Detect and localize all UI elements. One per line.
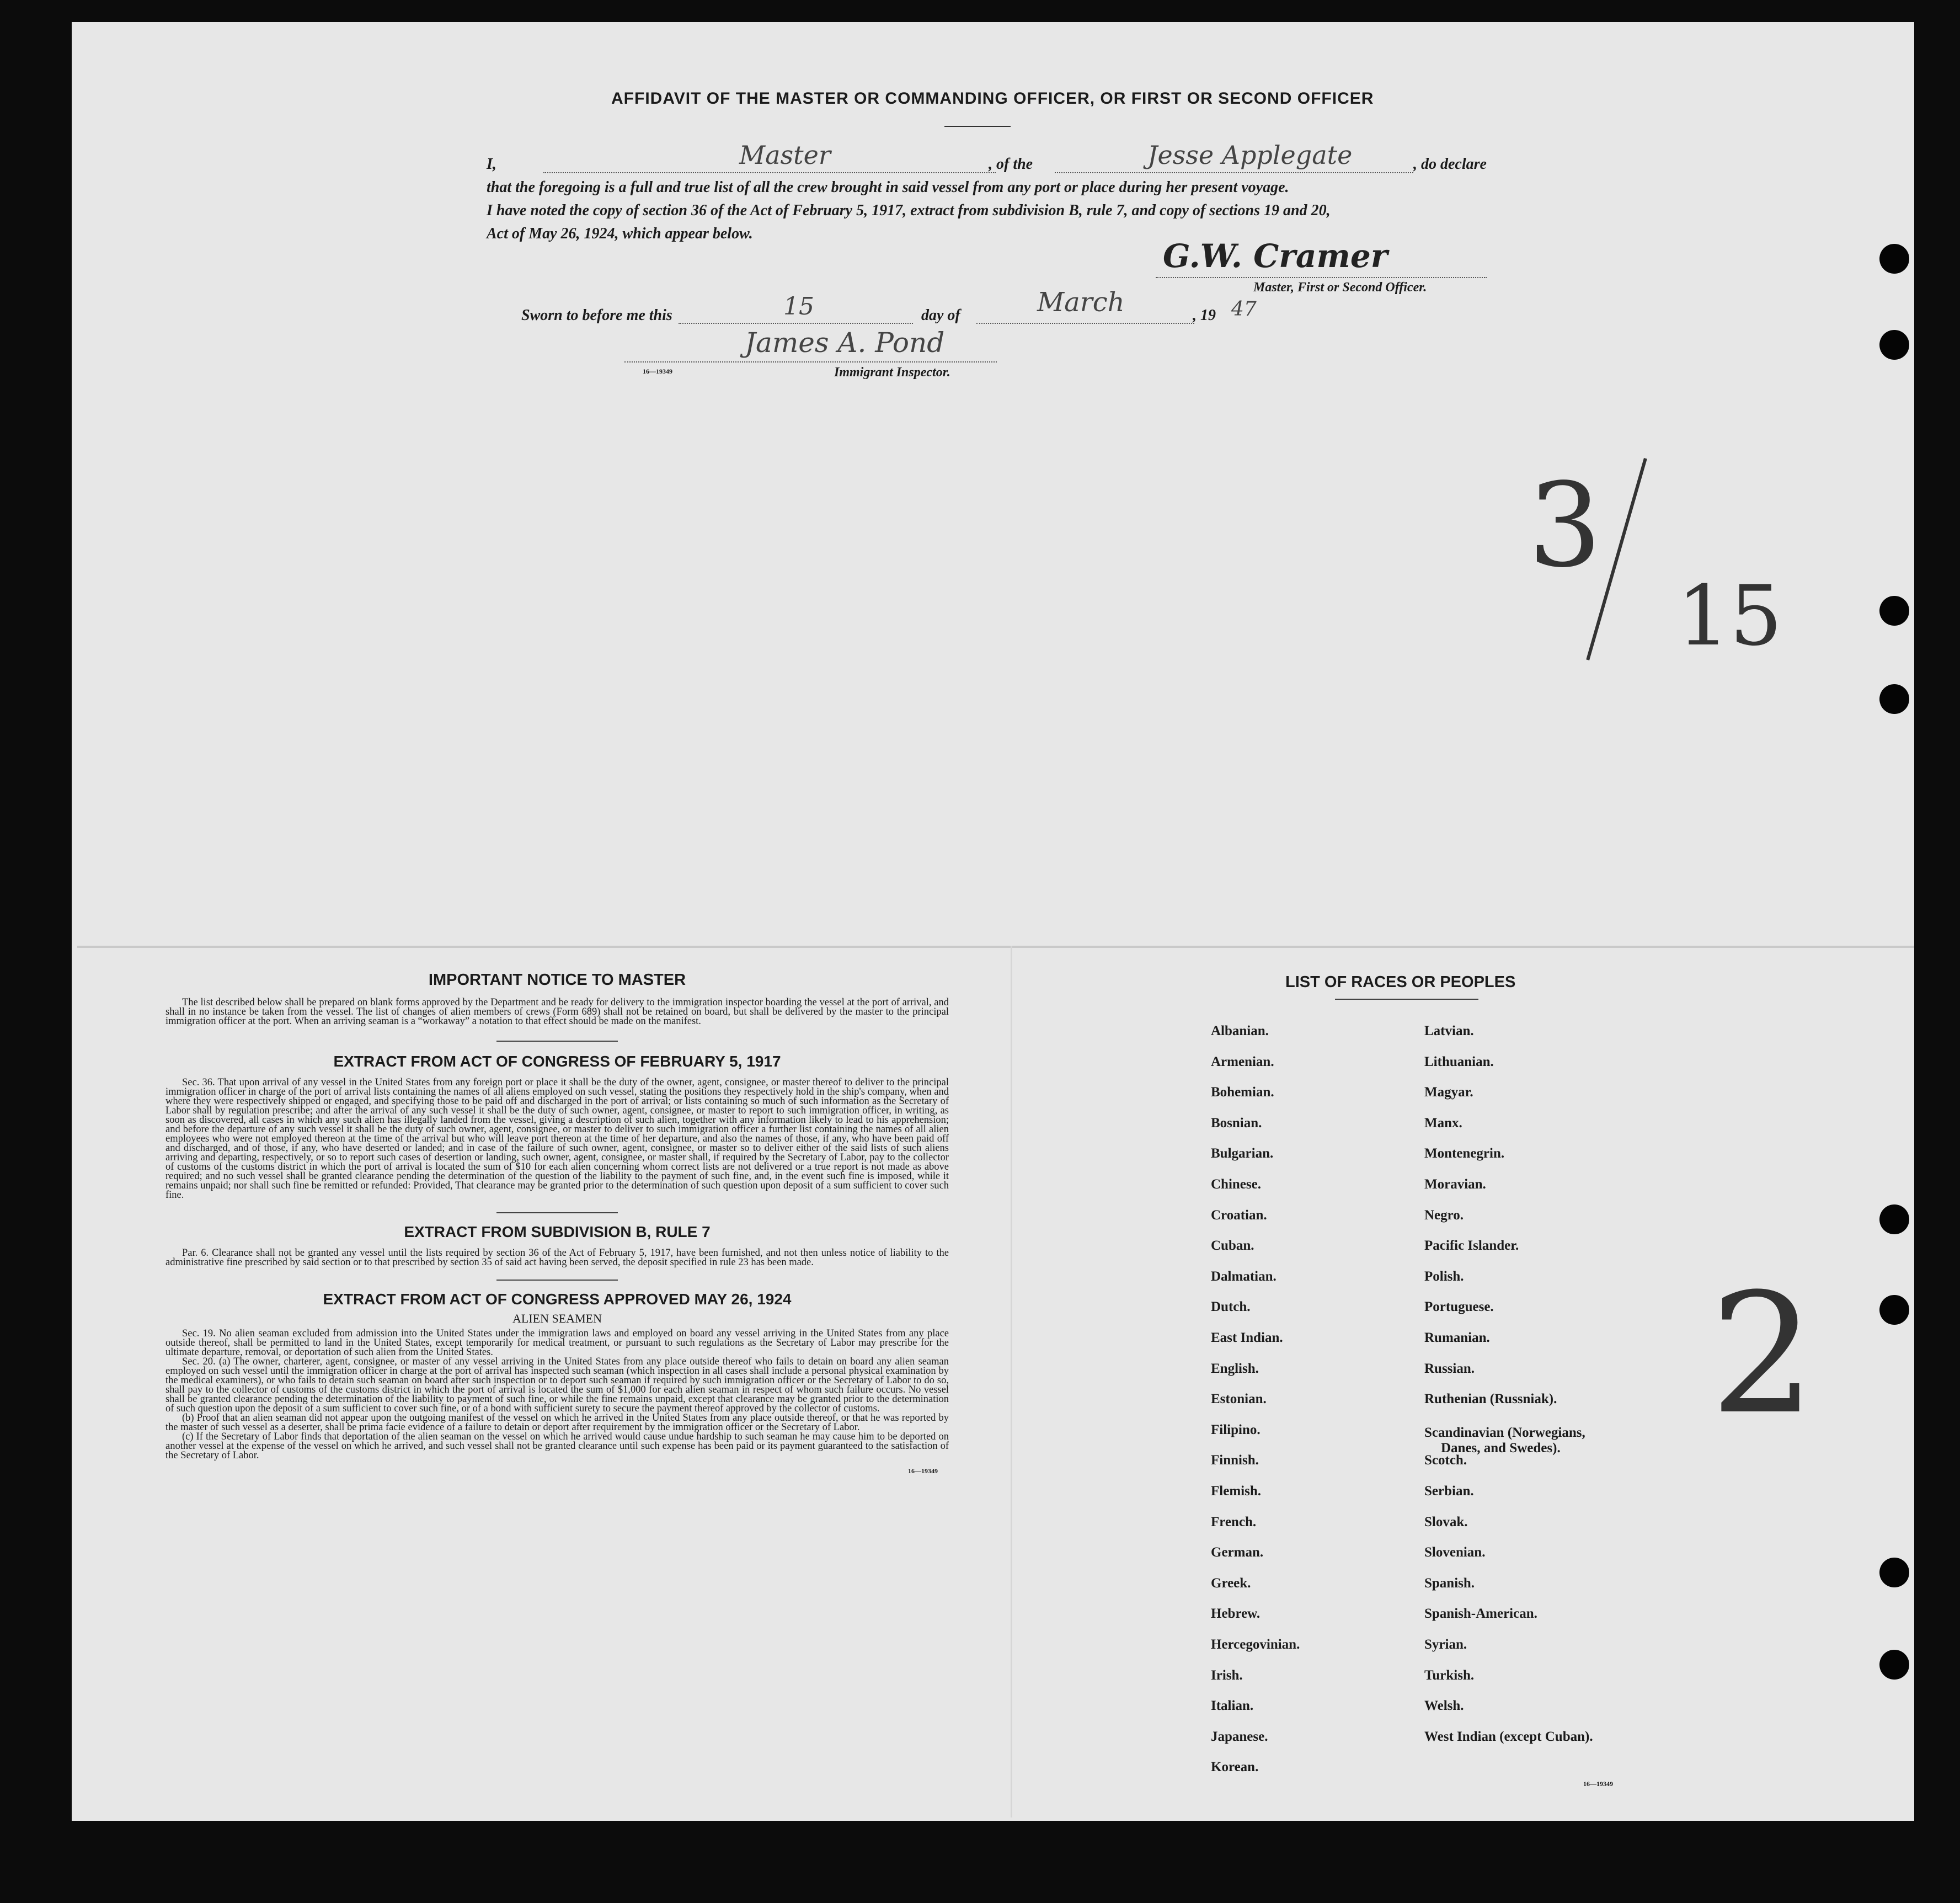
title-rule <box>944 126 1011 127</box>
day-of-label: day of <box>921 307 960 324</box>
race-item: Lithuanian. <box>1424 1054 1494 1069</box>
extract2-paragraph: Par. 6. Clearance shall not be granted any vessel until the lists required by section 36 of the Act of February 5, 1917, have been furnished, and not then unless notice of liability to the administrative fine prescribed by said section or to that prescribed by section 35 of said act having been served, the deposit specified in rule 23 has been made. <box>165 1248 949 1268</box>
race-item: Bosnian. <box>1211 1115 1262 1131</box>
race-item: Scandinavian (Norwegians, <box>1424 1425 1585 1440</box>
race-item: Montenegrin. <box>1424 1146 1505 1161</box>
punch-hole <box>1879 244 1909 274</box>
extract3-subtitle: ALIEN SEAMEN <box>512 1312 602 1325</box>
date-mark-day: 15 <box>1677 568 1782 664</box>
race-item: Irish. <box>1211 1667 1243 1683</box>
race-item: Welsh. <box>1424 1698 1464 1714</box>
race-item: Danes, and Swedes). <box>1441 1440 1561 1456</box>
sworn-label: Sworn to before me this <box>521 307 672 324</box>
extract1-title: EXTRACT FROM ACT OF CONGRESS OF FEBRUARY 5, 1917 <box>333 1053 781 1070</box>
races-rule <box>1335 999 1478 1000</box>
race-item: Slovak. <box>1424 1514 1468 1529</box>
race-item: Negro. <box>1424 1207 1464 1223</box>
year-prefix: , 19 <box>1193 307 1216 324</box>
race-item: Bulgarian. <box>1211 1146 1274 1161</box>
race-item: Hercegovinian. <box>1211 1637 1300 1652</box>
race-item: Flemish. <box>1211 1484 1261 1499</box>
race-item: Portuguese. <box>1424 1299 1494 1315</box>
punch-hole <box>1879 596 1909 626</box>
race-item: Chinese. <box>1211 1177 1261 1192</box>
inspector-signature: James A. Pond <box>745 327 945 359</box>
race-item: Bohemian. <box>1211 1085 1274 1100</box>
race-item: Estonian. <box>1211 1392 1267 1407</box>
race-item: Scotch. <box>1424 1453 1467 1468</box>
race-item: Croatian. <box>1211 1207 1267 1223</box>
notice-column <box>165 971 949 1475</box>
sworn-day-line <box>679 323 913 324</box>
race-item: Pacific Islander. <box>1424 1238 1519 1254</box>
race-item: Latvian. <box>1424 1024 1474 1038</box>
race-item: East Indian. <box>1211 1330 1283 1345</box>
punch-hole <box>1879 1650 1909 1680</box>
affidavit-declare: , do declare <box>1413 156 1487 173</box>
race-item: Manx. <box>1424 1115 1462 1131</box>
extract2-title: EXTRACT FROM SUBDIVISION B, RULE 7 <box>404 1223 711 1240</box>
center-fold-line <box>1011 946 1012 1817</box>
punch-hole <box>1879 1558 1909 1587</box>
inspector-caption: Immigrant Inspector. <box>834 365 950 380</box>
race-item: Italian. <box>1211 1698 1254 1714</box>
punch-hole <box>1879 684 1909 714</box>
race-item: Rumanian. <box>1424 1330 1490 1345</box>
signature-caption: Master, First or Second Officer. <box>1253 280 1427 295</box>
race-item: Magyar. <box>1424 1085 1473 1100</box>
page-number-mark: 2 <box>1710 1258 1815 1451</box>
affidavit-title: AFFIDAVIT OF THE MASTER OR COMMANDING OFFICER, OR FIRST OR SECOND OFFICER <box>611 89 1374 108</box>
sworn-month-handwriting: March <box>1037 287 1125 318</box>
race-item: French. <box>1211 1514 1257 1529</box>
document-page <box>72 22 1914 1821</box>
section-rule <box>496 1280 618 1281</box>
section-rule <box>496 1212 618 1213</box>
fold-line <box>77 946 1914 948</box>
affidavit-of-the: , of the <box>989 156 1033 173</box>
race-item: English. <box>1211 1361 1259 1376</box>
extract1-body <box>165 1078 949 1200</box>
race-item: Greek. <box>1211 1575 1251 1591</box>
extract3-paragraph: (b) Proof that an alien seaman did not appear upon the outgoing manifest of the vessel on which he arrived in the United States from any place outside thereof, or that he was reported by the master of such vessel as a deserter, shall be prima facie evidence of a failure to detain or deport after requirement by the immigration officer or the Secretary of Labor. <box>165 1412 949 1433</box>
race-item: Korean. <box>1211 1760 1259 1775</box>
vessel-line <box>1055 172 1413 173</box>
race-item: Turkish. <box>1424 1667 1475 1683</box>
race-item: German. <box>1211 1545 1264 1560</box>
affidavit-line3: I have noted the copy of section 36 of the Act of February 5, 1917, extract from subdivision B, rule 7, and copy of sections 19 and 20, <box>487 202 1331 219</box>
race-item: Slovenian. <box>1424 1545 1486 1560</box>
section-rule <box>496 1041 618 1042</box>
race-item: Dalmatian. <box>1211 1268 1277 1284</box>
race-item: Filipino. <box>1211 1422 1261 1437</box>
race-item: Ruthenian (Russniak). <box>1424 1392 1557 1407</box>
race-item: Russian. <box>1424 1361 1475 1376</box>
extract3-paragraph: (c) If the Secretary of Labor finds that deportation of the alien seaman on the vessel on which he arrived would cause undue hardship to such seaman he may cause him to be deported on another vessel at the expense of the vessel on which he arrived, and such vessel shall not be granted clearance until such expense has been paid or its payment guaranteed to the satisfaction of the Secretary of Labor. <box>165 1431 949 1461</box>
affidavit-i: I, <box>487 156 496 173</box>
extract3-paragraph: Sec. 19. No alien seaman excluded from admission into the United States under the immigration laws and employed on board any vessel arriving in the United States from any place outside thereof, shall be permitted to land in the United States, except temporarily for medical treatment, or pursuant to such regulations as the Secretary of Labor may prescribe for the ultimate departure, removal, or deportation of such alien from the United States. <box>165 1328 949 1358</box>
master-line <box>543 172 996 173</box>
race-item: Japanese. <box>1211 1729 1268 1744</box>
race-item: Moravian. <box>1424 1177 1486 1192</box>
race-item: Polish. <box>1424 1268 1464 1284</box>
master-signature: G.W. Cramer <box>1163 237 1388 275</box>
notice-form-number: 16—19349 <box>908 1467 938 1475</box>
month-line <box>976 323 1194 324</box>
race-item: Spanish-American. <box>1424 1606 1537 1622</box>
signature-line <box>1156 277 1487 278</box>
race-item: Albanian. <box>1211 1024 1269 1038</box>
vessel-handwriting: Jesse Applegate <box>1147 140 1353 170</box>
race-item: Hebrew. <box>1211 1606 1261 1622</box>
extract3-paragraph: Sec. 20. (a) The owner, charterer, agent, consignee, or master of any vessel arriving in the United States from any place outside thereof who fails to detain on board any alien seaman employed on such vessel until the immigration officer in charge at the port of arrival has inspected such seaman (which inspection in all cases shall include a personal physical examination by the medical examiners), or who fails to detain such seaman on board after such inspection or to deport such seaman if required by such immigration officer or the Secretary of Labor to do so, shall pay to the collector of customs of the customs district in which the port of arrival is located the sum of $1,000 for each alien seaman in respect of whom such failure occurs. No vessel shall be granted clearance pending the determination of the liability to payment of such fine, or while the fine remains unpaid, except that clearance may be granted prior to the determination of such question upon the deposit of a sum sufficient to cover such fine, or of a bond with sufficient surety to secure the payment thereof approved by the collector of customs. <box>165 1356 949 1414</box>
race-item: Dutch. <box>1211 1299 1251 1315</box>
race-item: Spanish. <box>1424 1575 1475 1591</box>
affidavit-line2: that the foregoing is a full and true list of all the crew brought in said vessel from any port or place during her present voyage. <box>487 179 1289 196</box>
punch-hole <box>1879 1295 1909 1325</box>
race-item: West Indian (except Cuban). <box>1424 1729 1593 1744</box>
races-title: LIST OF RACES OR PEOPLES <box>1285 973 1516 991</box>
race-item: Serbian. <box>1424 1484 1474 1499</box>
master-handwriting: Master <box>739 140 831 170</box>
punch-hole <box>1879 1204 1909 1234</box>
sworn-day-handwriting: 15 <box>783 292 814 321</box>
punch-hole <box>1879 330 1909 360</box>
race-item: Finnish. <box>1211 1453 1259 1468</box>
extract3-body <box>165 1329 949 1460</box>
year-handwriting: 47 <box>1231 298 1257 321</box>
extract3-title: EXTRACT FROM ACT OF CONGRESS APPROVED MAY 26, 1924 <box>323 1291 792 1308</box>
notice-body <box>165 998 949 1026</box>
notice-paragraph: The list described below shall be prepared on blank forms approved by the Department and be ready for delivery to the immigration inspector boarding the vessel at the port of arrival, and shall in no instance be taken from the vessel. The list of changes of alien members of crews (Form 689) shall not be retained on board, but shall be delivered by the master to the principal immigration officer at the port. When an arriving seaman is a “workaway” a notation to that effect should be made on the manifest. <box>165 997 949 1027</box>
races-form-number: 16—19349 <box>1583 1780 1613 1788</box>
affidavit-line4: Act of May 26, 1924, which appear below. <box>487 225 753 242</box>
notice-title: IMPORTANT NOTICE TO MASTER <box>428 971 686 989</box>
form-number: 16—19349 <box>643 367 672 375</box>
extract1-paragraph: Sec. 36. That upon arrival of any vessel in the United States from any foreign port or place it shall be the duty of the owner, agent, consignee, or master thereof to deliver to the principal immigration officer in charge of the port of arrival lists containing the names of all aliens employed on such vessel, stating the positions they respectively hold in the ship's company, when and where they were respectively shipped or engaged, and specifying those to be paid off and discharged in the port of arrival; or lists containing so much of such information as the Secretary of Labor shall by regulation prescribe; and after the arrival of any such vessel it shall be the duty of such owner, agent, consignee, or master to report to such immigration officer, in writing, as soon as discovered, all cases in which any such alien has illegally landed from the vessel, giving a description of such alien, together with any information likely to lead to his apprehension; and before the departure of any such vessel it shall be the duty of such owner, agent, consignee, or master to deliver to such immigration officer a further list containing the names of all alien employees who were not employed thereon at the time of the arrival but who will leave port thereon at the time of her departure, and also the names of those, if any, who have been paid off and discharged, and of those, if any, who have deserted or landed; and in case of the failure of such owner, agent, consignee, or master so to deliver either of the said lists of such aliens arriving and departing, respectively, or so to report such cases of desertion or landing, such owner, agent, consignee, or master shall, if required by the Secretary of Labor, pay to the collector of customs of the customs district in which the port of arrival is located the sum of $10 for each alien concerning whom correct lists are not delivered or a true report is not made as above required; and no such vessel shall be granted clearance pending the determination of the question of the liability to the payment of such fine, and, in the event such fine is imposed, while it remains unpaid; nor shall such fine be remitted or refunded: Provided, That clearance may be granted prior to the determination of such question upon deposit of a sum sufficient to cover such fine. <box>165 1077 949 1201</box>
race-item: Armenian. <box>1211 1054 1274 1069</box>
date-mark-month: 3 <box>1528 458 1602 593</box>
extract2-body <box>165 1249 949 1267</box>
race-item: Syrian. <box>1424 1637 1467 1652</box>
inspector-line <box>624 361 997 363</box>
race-item: Cuban. <box>1211 1238 1254 1254</box>
